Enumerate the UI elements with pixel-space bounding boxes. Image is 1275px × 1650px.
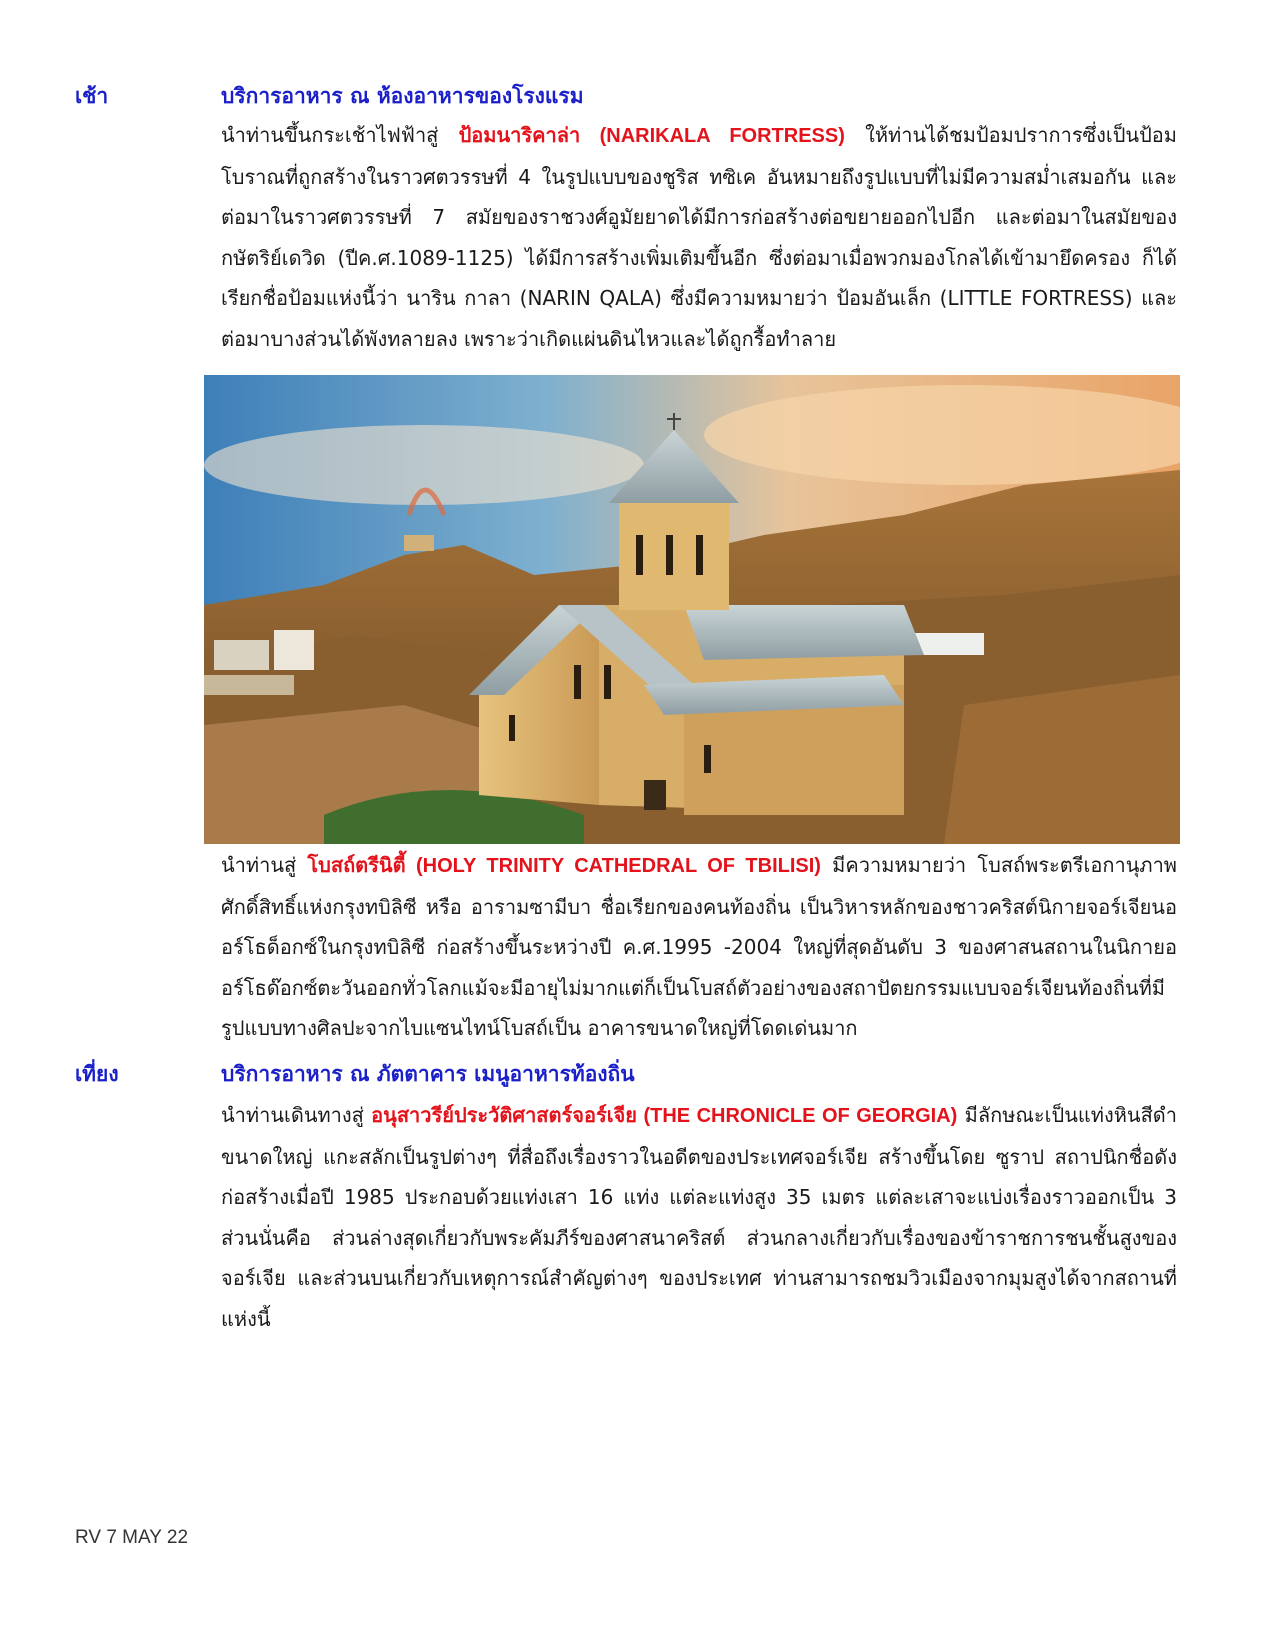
revision-footer: RV 7 MAY 22 [75,1527,189,1548]
meal-heading-breakfast: บริการอาหาร ณ ห้องอาหารของโรงแรม [221,84,584,108]
time-label-noon: เที่ยง [75,1062,119,1086]
para-text: ให้ท่านได้ชมป้อมปราการซึ่งเป็นป้อมโบราณที่ถูกสร้างในราวศตวรรษที่ 4 ในรูปแบบของชูริส ทซิเค อันหมายถึงรูปแบบที่ไม่มีความสม่ำเสมอกัน และต่อมาในราวศตวรรษที่ 7 สมัยของราชวงศ์อูมัยยาดได้มีการก่อสร้างต่อขยายออกไปอีก และต่อมาในสมัยของกษัตริย์เดวิด (ปีค.ศ.1089-1125) ได้มีการสร้างเพิ่มเติมขึ้นอีก ซึ่งต่อมาเมื่อพวกมองโกลได้เข้ามายึดครอง ก็ได้เรียกชื่อป้อมแห่งนี้ว่า นาริน กาลา (NARIN QALA) ซึ่งมีความหมายว่า ป้อมอันเล็ก (LITTLE FORTRESS) และต่อมาบางส่วนได้พังทลายลง เพราะว่าเกิดแผ่นดินไหวและได้ถูกรื้อทำลาย [221,123,1178,351]
holy-trinity-church-photo [204,375,1180,844]
narikala-paragraph [221,115,1177,359]
chronicle-highlight: อนุสาวรีย์ประวัติศาสตร์จอร์เจีย (THE CHRONICLE OF GEORGIA) [371,1105,958,1127]
holy-trinity-paragraph [221,845,1177,1049]
para-text: นำท่านขึ้นกระเช้าไฟฟ้าสู่ [221,123,459,147]
chronicle-paragraph [221,1095,1177,1339]
para-text: นำท่านสู่ [221,853,308,877]
meal-heading-lunch: บริการอาหาร ณ ภัตตาคาร เมนูอาหารท้องถิ่น [221,1062,635,1086]
para-text: มีความหมายว่า โบสถ์พระตรีเอกานุภาพศักดิ์สิทธิ์แห่งกรุงทบิลิซี หรือ อารามซามีบา ชื่อเรียกของคนท้องถิ่น เป็นวิหารหลักของชาวคริสต์นิกายจอร์เจียนออร์โธด็อกซ์ในกรุงทบิลิซี ก่อสร้างขึ้นระหว่างปี ค.ศ.1995 -2004 ใหญ่ที่สุดอันดับ 3 ของศาสนสถานในนิกายออร์โธด๊อกซ์ตะวันออกทั่วโลกแม้จะมีอายุไม่มากแต่ก็เป็นโบสถ์ตัวอย่างของสถาปัตยกรรมแบบจอร์เจียนท้องถิ่นที่มีรูปแบบทางศิลปะจากไบแซนไทน์โบสถ์เป็น อาคารขนาดใหญ่ที่โดดเด่นมาก [221,853,1177,1040]
holy-trinity-highlight: โบสถ์ตรีนิตี้ (HOLY TRINITY CATHEDRAL OF TBILISI) [307,855,821,877]
para-text: มีลักษณะเป็นแท่งหินสีดำขนาดใหญ่ แกะสลักเป็นรูปต่างๆ ที่สื่อถึงเรื่องราวในอดีตของประเทศจอร์เจีย สร้างขึ้นโดย ซูราป สถาปนิกชื่อดังก่อสร้างเมื่อปี 1985 ประกอบด้วยแท่งเสา 16 แท่ง แต่ละแท่งสูง 35 เมตร แต่ละเสาจะแบ่งเรื่องราวออกเป็น 3 ส่วนนั่นคือ ส่วนล่างสุดเกี่ยวกับพระคัมภีร์ของศาสนาคริสต์ ส่วนกลางเกี่ยวกับเรื่องของข้าราชการชนชั้นสูงของจอร์เจีย และส่วนบนเกี่ยวกับเหตุการณ์สำคัญต่างๆ ของประเทศ ท่านสามารถชมวิวเมืองจากมุมสูงได้จากสถานที่แห่งนี้ [221,1103,1177,1331]
para-text: นำท่านเดินทางสู่ [221,1103,372,1127]
narikala-highlight: ป้อมนาริคาล่า (NARIKALA FORTRESS) [458,125,845,147]
time-label-morning: เช้า [75,84,109,108]
